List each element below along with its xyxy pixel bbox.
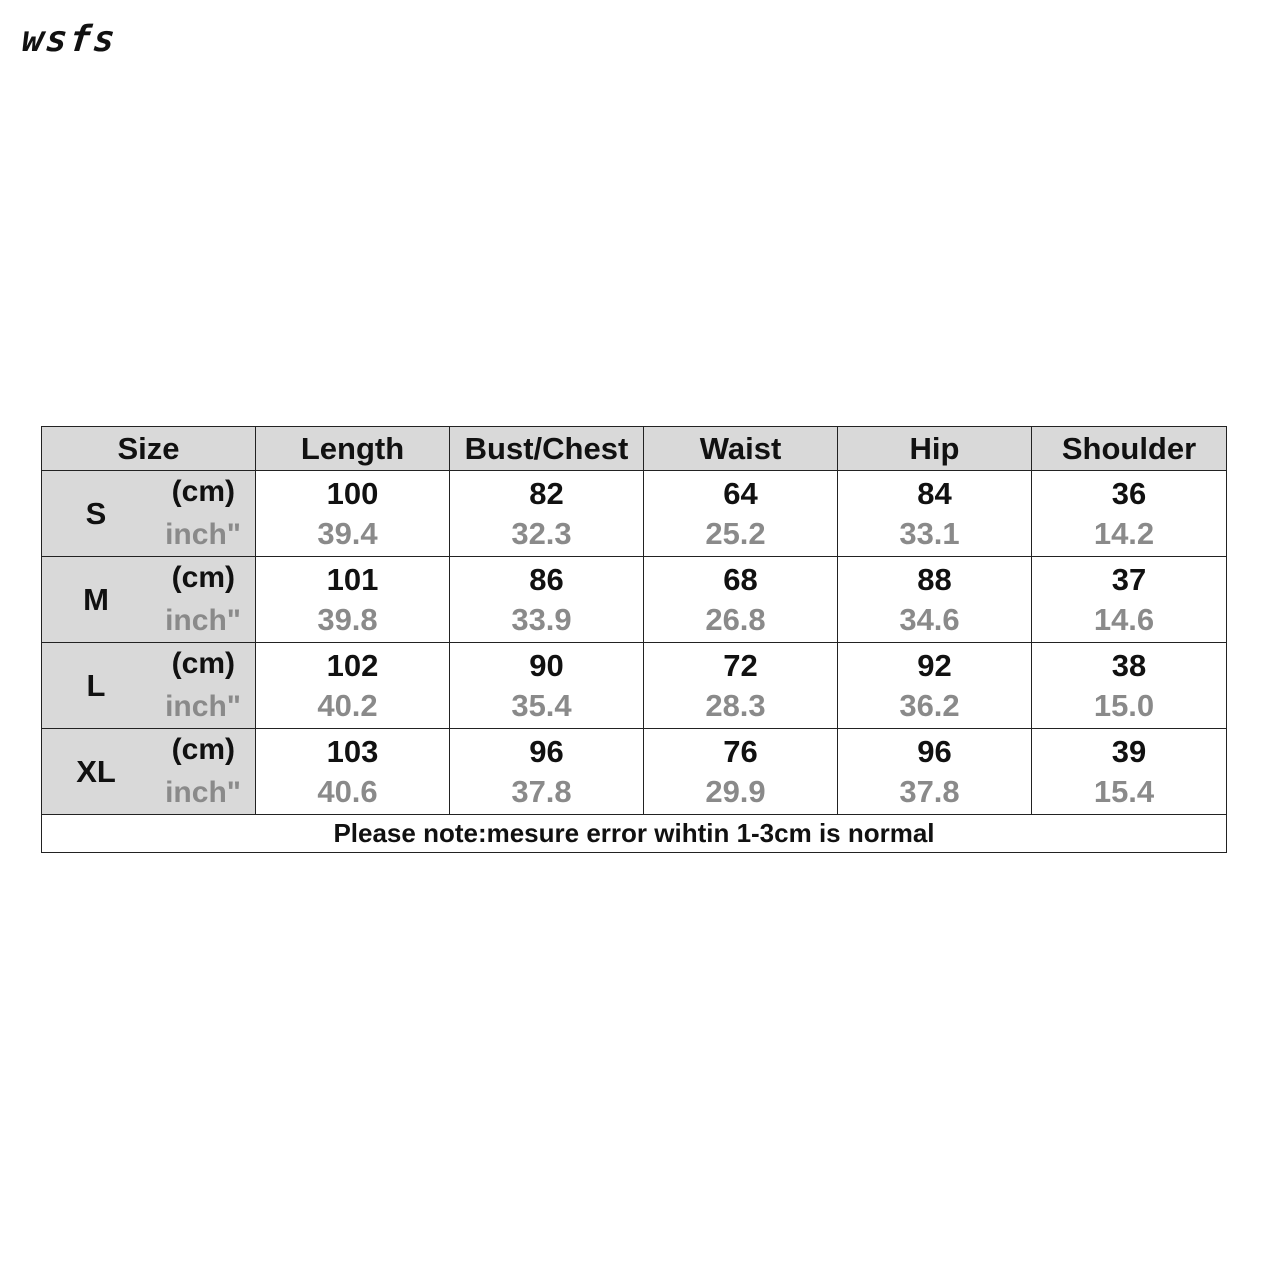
- size-label-cell: [42, 729, 256, 815]
- length-cell: [256, 557, 450, 643]
- hip-cell: [838, 471, 1032, 557]
- header-hip: Hip: [838, 427, 1032, 471]
- unit-cm-label: (cm): [171, 561, 235, 594]
- note-row: [42, 815, 1227, 853]
- inch-value: 14.6: [1093, 601, 1155, 637]
- shoulder-cell: [1032, 729, 1227, 815]
- cm-value: 103: [326, 733, 379, 769]
- table-row: [42, 643, 1227, 729]
- inch-value: 40.2: [317, 687, 378, 723]
- length-cell: [256, 643, 450, 729]
- cm-value: 88: [917, 561, 952, 597]
- inch-value: 36.2: [899, 687, 960, 723]
- unit-inch-label: inch": [165, 604, 241, 637]
- inch-value: 25.2: [705, 515, 766, 551]
- shoulder-cell: [1032, 557, 1227, 643]
- waist-cell: [644, 557, 838, 643]
- table-row: [42, 557, 1227, 643]
- unit-inch-label: inch": [165, 776, 241, 809]
- cm-value: 72: [723, 647, 758, 683]
- table-row: [42, 471, 1227, 557]
- table-row: [42, 729, 1227, 815]
- inch-value: 15.0: [1093, 687, 1155, 723]
- unit-cm-label: (cm): [171, 475, 235, 508]
- cm-value: 82: [529, 475, 564, 511]
- unit-inch-label: inch": [165, 518, 241, 551]
- table-header-row: [42, 427, 1227, 471]
- cm-value: 39: [1111, 733, 1147, 769]
- cm-value: 96: [917, 733, 952, 769]
- header-length: Length: [256, 427, 450, 471]
- inch-value: 40.6: [317, 773, 378, 809]
- hip-cell: [838, 643, 1032, 729]
- inch-value: 39.4: [317, 515, 378, 551]
- bust-cell: [450, 471, 644, 557]
- cm-value: 38: [1111, 647, 1147, 683]
- length-cell: [256, 729, 450, 815]
- inch-value: 26.8: [705, 601, 766, 637]
- cm-value: 101: [326, 561, 379, 597]
- inch-value: 39.8: [317, 601, 378, 637]
- cm-value: 86: [529, 561, 564, 597]
- cm-value: 37: [1111, 561, 1147, 597]
- size-name: XL: [76, 753, 116, 789]
- inch-value: 33.9: [511, 601, 572, 637]
- inch-value: 34.6: [899, 601, 960, 637]
- unit-inch-label: inch": [165, 690, 241, 723]
- header-size: Size: [42, 427, 256, 471]
- hip-cell: [838, 729, 1032, 815]
- size-label-cell: [42, 471, 256, 557]
- bust-cell: [450, 643, 644, 729]
- inch-value: 15.4: [1093, 773, 1155, 809]
- inch-value: 37.8: [899, 773, 960, 809]
- inch-value: 35.4: [511, 687, 572, 723]
- inch-value: 28.3: [705, 687, 766, 723]
- cm-value: 90: [529, 647, 564, 683]
- unit-cm-label: (cm): [171, 733, 235, 766]
- waist-cell: [644, 643, 838, 729]
- inch-value: 14.2: [1093, 515, 1155, 551]
- cm-value: 102: [326, 647, 379, 683]
- inch-value: 33.1: [899, 515, 960, 551]
- cm-value: 100: [326, 475, 379, 511]
- shoulder-cell: [1032, 643, 1227, 729]
- size-label-cell: [42, 557, 256, 643]
- cm-value: 64: [723, 475, 758, 511]
- cm-value: 36: [1111, 475, 1147, 511]
- unit-cm-label: (cm): [171, 647, 235, 680]
- length-cell: [256, 471, 450, 557]
- cm-value: 84: [917, 475, 952, 511]
- bust-cell: [450, 557, 644, 643]
- size-name: L: [86, 667, 106, 703]
- header-waist: Waist: [644, 427, 838, 471]
- size-chart-table: [41, 426, 1227, 853]
- cm-value: 76: [723, 733, 758, 769]
- shoulder-cell: [1032, 471, 1227, 557]
- inch-value: 32.3: [511, 515, 572, 551]
- waist-cell: [644, 729, 838, 815]
- inch-value: 29.9: [705, 773, 766, 809]
- size-name: M: [83, 581, 109, 617]
- brand-logo: wsfs: [19, 19, 119, 60]
- header-bust-chest: Bust/Chest: [450, 427, 644, 471]
- hip-cell: [838, 557, 1032, 643]
- cm-value: 92: [917, 647, 952, 683]
- bust-cell: [450, 729, 644, 815]
- waist-cell: [644, 471, 838, 557]
- inch-value: 37.8: [511, 773, 572, 809]
- measurement-note: Please note:mesure error wihtin 1-3cm is normal: [42, 815, 1227, 853]
- size-name: S: [85, 495, 107, 531]
- header-shoulder: Shoulder: [1032, 427, 1227, 471]
- cm-value: 68: [723, 561, 758, 597]
- size-label-cell: [42, 643, 256, 729]
- cm-value: 96: [529, 733, 564, 769]
